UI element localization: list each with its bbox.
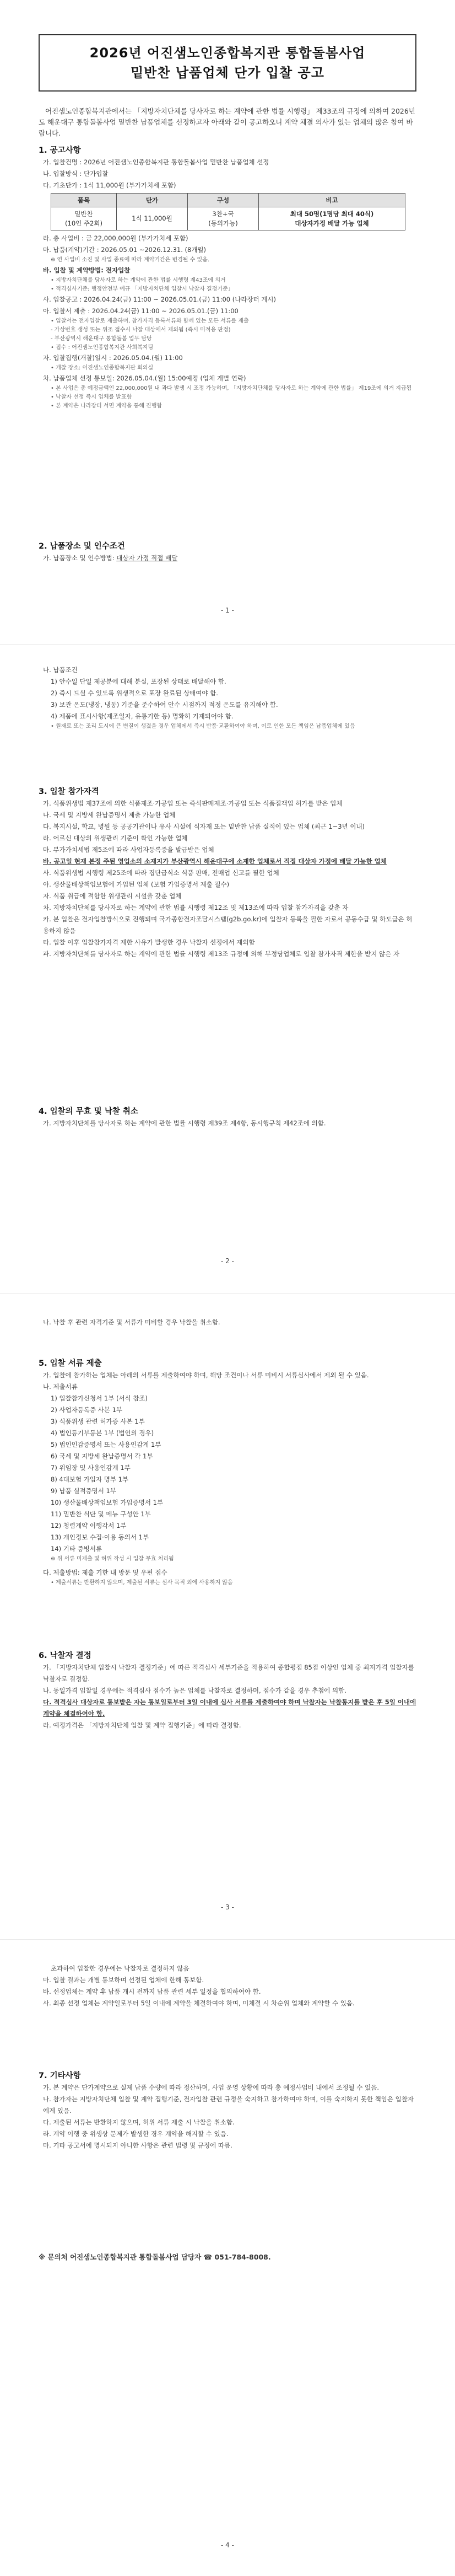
s7-item-4: 라. 계약 이행 중 위생상 문제가 발생한 경우 계약을 해지할 수 있음. [43, 2130, 229, 2138]
s5-doc-10: 10) 생산물배상책임보험 가입증명서 1부 [51, 1499, 164, 1506]
s1-ra: 라. 총 사업비 : 금 22,000,000원 (부가가치세 포함) [43, 234, 188, 242]
s1-ga: 가. 입찰건명 : 2026년 어진샘노인종합복지관 통합돌봄사업 밑반찬 납품업체 선정 [43, 158, 269, 166]
s7-item-3: 다. 제출된 서류는 반환하지 않으며, 허위 서류 제출 시 낙찰을 취소함. [43, 2118, 235, 2126]
section-6-heading: 6. 낙찰자 결정 [39, 1651, 91, 1660]
s2-item-2: 2) 즉시 드실 수 있도록 위생적으로 포장 완료된 상태여야 함. [51, 689, 218, 697]
s5-doc-3: 3) 식품위생 관련 허가증 사본 1부 [51, 1418, 145, 1425]
title-line-1: 2026년 어진샘노인종합복지관 통합돌봄사업 [89, 45, 366, 61]
page-separator [0, 1293, 455, 1294]
s3-item-5: 마. 부가가치세법 제5조에 따라 사업자등록증을 발급받은 업체 [43, 846, 214, 854]
s5-doc-4: 4) 법인등기부등본 1부 (법인의 경우) [51, 1429, 154, 1437]
s1-da: 다. 기초단가 : 1식 11,000원 (부가가치세 포함) [43, 181, 176, 189]
s3-item-2: 나. 국세 및 지방세 완납증명서 제출 가능한 업체 [43, 811, 176, 819]
page-separator [0, 644, 455, 645]
s2-note: • 원재료 또는 조리 도시에 큰 변질이 생겼을 경우 업체에서 즉시 반품·교환하여야 하며, 이로 인한 모든 책임은 납품업체에 있음 [51, 723, 355, 729]
s3-item-1: 가. 식품위생법 제37조에 의한 식품제조·가공업 또는 즉석판매제조·가공업 또는 식품접객업 허가를 받은 업체 [43, 799, 343, 807]
s6-cont-4: 사. 최종 선정 업체는 계약일로부터 5일 이내에 계약을 체결하여야 하며, 미체결 시 차순위 업체와 계약할 수 있음. [43, 1999, 355, 2007]
page-number-3: - 3 - [221, 1903, 234, 1911]
s4-na: 나. 낙찰 후 관련 자격기준 및 서류가 미비할 경우 낙찰을 취소함. [43, 1318, 220, 1326]
s1-cha-note-3: • 본 계약은 나라장터 서면 계약을 통해 진행함 [51, 403, 162, 409]
s6-cont-1: 초과하여 입찰한 경우에는 낙찰자로 결정하지 않음 [51, 1965, 189, 1972]
s5-doc-12: 12) 청렴계약 이행각서 1부 [51, 1522, 127, 1530]
title-line-2: 밑반찬 납품업체 단가 입찰 공고 [131, 65, 324, 80]
s3-item-6: 바. 공고일 현재 본점 주된 영업소의 소재지가 부산광역시 해운대구에 소재한 업체로서 직접 대상자 가정에 배달 가능한 업체 [43, 857, 387, 865]
intro-paragraph: 어진샘노인종합복지관에서는 「지방자치단체를 당사자로 하는 계약에 관한 법률 시행령」 제33조의 규정에 의하여 2026년도 해운대구 통합돌봄사업 밑반찬 납품업체를 선정하고자 아래와 같이 공고하오니 계약 체결 의사가 있는 업체의 많은 참여 바랍니다. [39, 107, 415, 137]
table-header-note: 비고 [259, 194, 405, 207]
s5-na: 나. 제출서류 [43, 1383, 78, 1391]
s1-cha: 차. 납품업체 선정 통보일: 2026.05.04.(월) 15:00예정 (업체 개별 연락) [43, 374, 246, 382]
s1-cha-note-2: • 낙찰자 선정 즉시 업체를 발표함 [51, 394, 132, 400]
s5-ga: 가. 입찰에 참가하는 업체는 아래의 서류를 제출하여야 하며, 해당 조건이나 서류 미비시 서류심사에서 제외 될 수 있음. [43, 1371, 369, 1379]
s7-item-1: 가. 본 계약은 단가계약으로 실제 납품 수량에 따라 정산하며, 사업 운영 상황에 따라 총 예정사업비 내에서 조정될 수 있음. [43, 2084, 379, 2091]
s7-item-5: 마. 기타 공고서에 명시되지 아니한 사항은 관련 법령 및 규정에 따름. [43, 2142, 232, 2149]
s1-ba-note-1: • 지방자치단체를 당사자로 하는 계약에 관한 법률 시행령 제43조에 의거 [51, 277, 226, 283]
section-2-heading: 2. 납품장소 및 인수조건 [39, 542, 125, 551]
s3-item-9: 자. 식품 취급에 적합한 위생관리 시설을 갖춘 업체 [43, 892, 182, 900]
page-3 [0, 1297, 455, 1936]
s1-ma: 마. 납품(계약)기간 : 2026.05.01 ~2026.12.31. (8개월) [43, 246, 207, 254]
table-header-composition: 구성 [188, 194, 259, 207]
s1-ba-note-2: • 적격심사기준: 행정안전부 예규 「지방자치단체 입찰시 낙찰자 결정기준」 [51, 286, 234, 292]
s1-a-note-1: • 입찰서는 전자입찰로 제출하며, 참가자격 등록서류와 함께 있는 모든 서류를 제출 [51, 318, 249, 324]
s1-a-note-4: • 접수 : 어진샘노인종합복지관 사회복지팀 [51, 345, 154, 351]
table-cell-price: 1식 11,000원 [117, 207, 188, 230]
s2-ga-link: 대상자 가정 직접 배달 [116, 554, 178, 562]
s3-item-4: 라. 어르신 대상의 위생관리 기준이 확인 가능한 업체 [43, 834, 188, 842]
s5-doc-14: 14) 기타 증빙서류 [51, 1545, 102, 1553]
s6-na: 나. 동일가격 입찰일 경우에는 적격심사 점수가 높은 업체를 낙찰자로 결정하며, 점수가 같을 경우 추첨에 의함. [43, 1687, 346, 1694]
table-cell-item: 밑반찬 (10인 주2회) [51, 207, 117, 230]
s1-ba: 바. 입찰 및 계약방법: 전자입찰 [43, 266, 131, 274]
s2-item-4: 4) 제품에 표시사항(제조일자, 유통기한 등) 명확히 기재되어야 함. [51, 712, 234, 720]
page-1 [0, 0, 455, 640]
page-4 [0, 1943, 455, 2576]
s1-a-note-2: - 가상번호 생성 또는 위조 접수시 낙찰 대상에서 제외됨 (즉시 미적용 판정) [51, 327, 231, 333]
s5-doc-7: 7) 위임장 및 사용인감계 1부 [51, 1464, 131, 1472]
s5-doc-9: 9) 납품 실적증명서 1부 [51, 1487, 116, 1495]
s5-da: 다. 제출방법: 제출 기한 내 방문 및 우편 접수 [43, 1569, 167, 1576]
s5-doc-8: 8) 4대보험 가입자 명부 1부 [51, 1475, 129, 1483]
s2-na: 나. 납품조건 [43, 666, 78, 674]
table-header-price: 단가 [117, 194, 188, 207]
section-4-heading: 4. 입찰의 무효 및 낙찰 취소 [39, 1107, 138, 1116]
s2-item-1: 1) 안수일 단일 제공분에 대해 분실, 포장된 상태로 배달해야 함. [51, 678, 226, 685]
s6-cont-3: 바. 선정업체는 계약 후 납품 개시 전까지 납품 관련 세부 일정을 협의하여야 함. [43, 1988, 261, 1995]
s5-doc-5: 5) 법인인감증명서 또는 사용인감계 1부 [51, 1441, 161, 1448]
table-cell-note: 최대 50명(1명당 최대 40식) 대상자가정 배달 가능 업체 [259, 207, 405, 230]
s6-ga: 가. 「지방자치단체 입찰시 낙찰자 결정기준」에 따른 적격심사 세부기준을 적용하여 종합평점 85점 이상인 업체 중 최저가격 입찰자를 낙찰자로 결정함. [43, 1663, 414, 1683]
s2-ga [43, 552, 416, 564]
s1-a: 아. 입찰서 제출 : 2026.04.24(금) 11:00 ~ 2026.05.01.(금) 11:00 [43, 307, 239, 315]
section-5-heading: 5. 입찰 서류 제출 [39, 1359, 102, 1368]
section-3-heading: 3. 입찰 참가자격 [39, 787, 99, 796]
page-number-1: - 1 - [221, 607, 234, 614]
s5-doc-13: 13) 개인정보 수집·이용 동의서 1부 [51, 1533, 149, 1541]
page-separator [0, 1939, 455, 1940]
page-number-2: - 2 - [221, 1257, 234, 1265]
s7-item-2: 나. 참가자는 지방자치단체 입찰 및 계약 집행기준, 전자입찰 관련 규정을 숙지하고 참가하여야 하며, 이를 숙지하지 못한 책임은 입찰자에게 있음. [43, 2095, 414, 2115]
contact-line: ※ 문의처 어진샘노인종합복지관 통합돌봄사업 담당자 ☎ 051-784-8008. [39, 2253, 271, 2261]
s6-ra: 라. 예정가격은 「지방자치단체 입찰 및 계약 집행기준」에 따라 결정함. [43, 1721, 241, 1729]
page-number-4: - 4 - [221, 2541, 234, 2549]
s3-item-13: 파. 지방자치단체를 당사자로 하는 계약에 관한 법률 시행령 제13조 규정에 의해 부정당업체로 입찰 참가자격 제한을 받지 않은 자 [43, 950, 399, 958]
s1-na: 나. 입찰방식 : 단가입찰 [43, 170, 109, 178]
s3-item-11: 카. 본 입찰은 전자입찰방식으로 진행되며 국가종합전자조달시스템(g2b.go.kr)에 입찰자 등록을 필한 자로서 공동수급 및 하도급은 허용하지 않음 [43, 915, 413, 935]
s1-ja: 자. 입찰집행(개찰)일시 : 2026.05.04.(월) 11:00 [43, 354, 183, 362]
title-box [39, 34, 416, 92]
s1-ma-note: ※ 연 사업비 소진 및 사업 종료에 따라 계약기간은 변경될 수 있음. [51, 257, 210, 263]
price-table [51, 193, 405, 230]
s5-doc-1: 1) 입찰참가신청서 1부 (서식 참조) [51, 1394, 148, 1402]
s3-item-12: 타. 입찰 이후 입찰참가자격 제한 사유가 발생한 경우 낙찰자 선정에서 제외함 [43, 938, 255, 946]
s5-doc-11: 11) 밑반찬 식단 및 메뉴 구성안 1부 [51, 1510, 151, 1518]
s1-a-note-3: - 부산광역시 해운대구 통합돌봄 업무 담당 [51, 336, 152, 342]
s5-note: ※ 위 서류 미제출 및 허위 작성 시 입찰 무효 처리됨 [51, 1556, 174, 1562]
s1-cha-note-1: • 본 사업은 총 예정금액인 22,000,000원 내 과다 발생 시 조정 가능하며, 「지방자치단체를 당사자로 하는 계약에 관한 법률」 제19조에 의거 지급됨 [51, 385, 412, 391]
s5-doc-2: 2) 사업자등록증 사본 1부 [51, 1406, 123, 1414]
s3-item-8: 아. 생산물배상책임보험에 가입된 업체 (보험 가입증명서 제출 필수) [43, 881, 230, 888]
s3-item-3: 다. 복지시설, 학교, 병원 등 공공기관이나 유사 시설에 식자재 또는 밑반찬 납품 실적이 있는 업체 (최근 1~3년 이내) [43, 823, 365, 830]
section-7-heading: 7. 기타사항 [39, 2071, 81, 2080]
s6-cont-2: 마. 입찰 결과는 개별 통보하며 선정된 업체에 한해 통보함. [43, 1976, 204, 1984]
s6-da: 다. 적격심사 대상자로 통보받은 자는 통보일로부터 3일 이내에 심사 서류를 제출하여야 하며 낙찰자는 낙찰통지를 받은 후 5일 이내에 계약을 체결하여야 함. [43, 1698, 416, 1718]
s5-da-note: • 제출서류는 반환하지 않으며, 제출된 서류는 심사 목적 외에 사용하지 않음 [51, 1580, 233, 1586]
s5-doc-6: 6) 국세 및 지방세 완납증명서 각 1부 [51, 1452, 153, 1460]
s2-item-3: 3) 보관 온도(냉장, 냉동) 기준을 준수하여 안수 시점까지 적정 온도를 유지해야 함. [51, 701, 278, 709]
table-header-item: 품목 [51, 194, 117, 207]
s1-ja-note: • 개찰 장소: 어진샘노인종합복지관 회의실 [51, 365, 154, 371]
page-2 [0, 648, 455, 1290]
table-cell-composition: 3찬+국 (동의가능) [188, 207, 259, 230]
s4-ga: 가. 지방자치단체를 당사자로 하는 계약에 관한 법률 시행령 제39조 제4항, 동시행규칙 제42조에 의함. [43, 1119, 326, 1127]
s2-ga-prefix: 가. 납품장소 및 인수방법: [43, 554, 117, 562]
s3-item-7: 사. 식품위생법 시행령 제25조에 따라 집단급식소 식품 판매, 전매업 신고를 필한 업체 [43, 869, 279, 877]
section-1-heading: 1. 공고사항 [39, 146, 81, 155]
s1-sa: 사. 입찰공고 : 2026.04.24(금) 11:00 ~ 2026.05.01.(금) 11:00 (나라장터 게시) [43, 296, 277, 303]
s3-item-10: 차. 지방자치단체를 당사자로 하는 계약에 관한 법률 시행령 제12조 및 제13조에 따라 입찰 참가자격을 갖춘 자 [43, 904, 349, 911]
